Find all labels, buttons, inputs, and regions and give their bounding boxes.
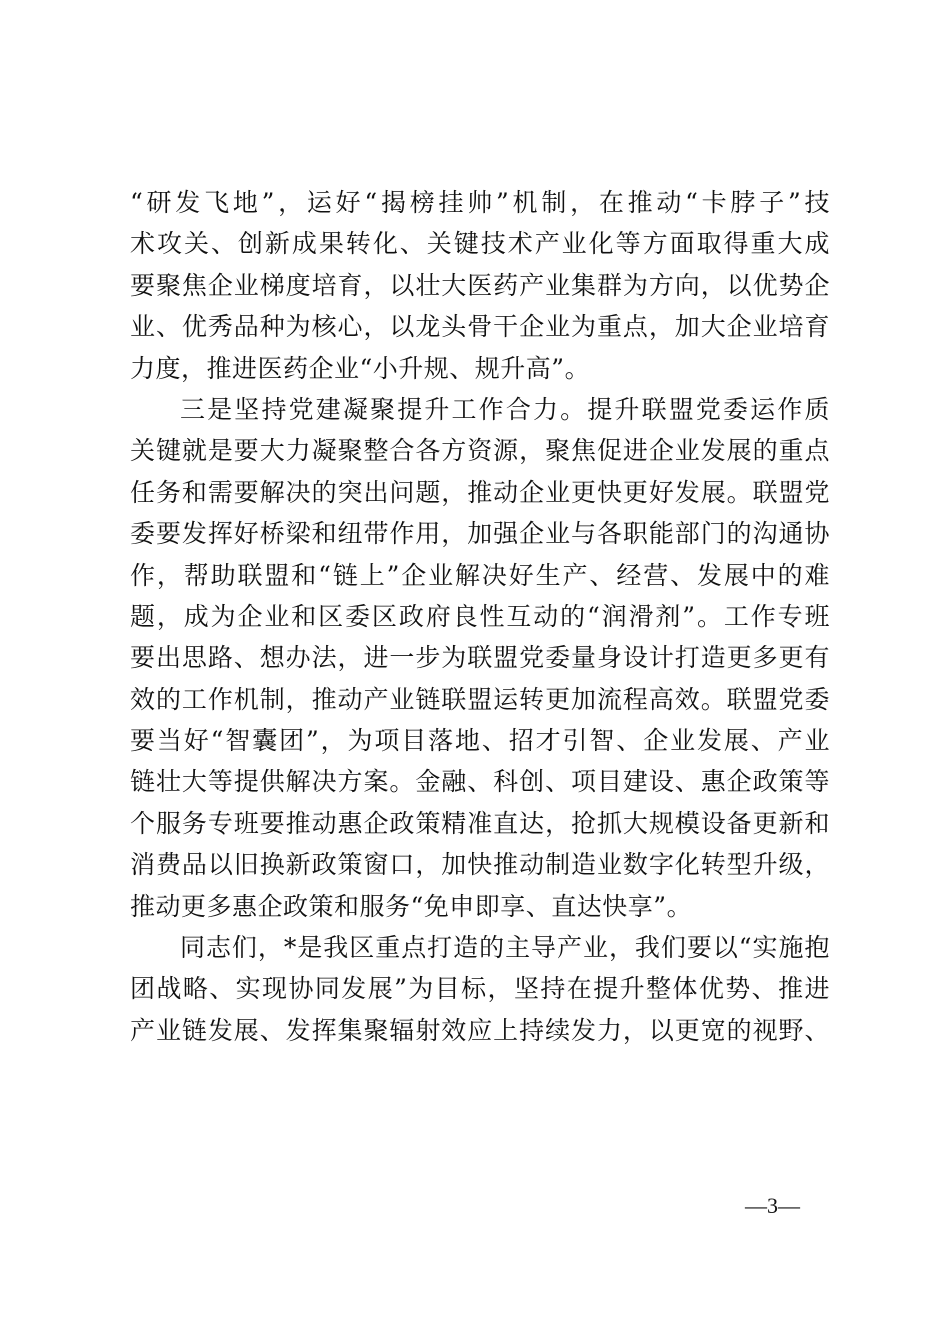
text-line: 力度，推进医药企业“小升规、规升高”。 (130, 353, 591, 383)
body-text (130, 182, 830, 1051)
text-line: 要聚焦企业梯度培育，以壮大医药产业集群为方向，以优势企 (130, 270, 830, 300)
text-line: 三是坚持党建凝聚提升工作合力。提升联盟党委运作质 (180, 394, 830, 424)
text-line: 关键就是要大力凝聚整合各方资源，聚焦促进企业发展的重点 (130, 436, 830, 466)
text-line: 同志们，*是我区重点打造的主导产业，我们要以“实施抱 (180, 933, 830, 963)
text-line: 要出思路、想办法，进一步为联盟党委量身设计打造更多更有 (130, 643, 830, 673)
text-line: “研发飞地”，运好“揭榜挂帅”机制，在推动“卡脖子”技 (130, 188, 830, 217)
page-number: —3— (745, 1193, 800, 1218)
text-line: 委要发挥好桥梁和纽带作用，加强企业与各职能部门的沟通协 (130, 519, 830, 549)
text-line: 个服务专班要推动惠企政策精准直达，抢抓大规模设备更新和 (130, 808, 830, 838)
text-line: 链壮大等提供解决方案。金融、科创、项目建设、惠企政策等 (130, 767, 830, 797)
text-line: 术攻关、创新成果转化、关键技术产业化等方面取得重大成 (130, 229, 830, 259)
text-line: 业、优秀品种为核心，以龙头骨干企业为重点，加大企业培育 (130, 312, 830, 342)
text-line: 作，帮助联盟和“链上”企业解决好生产、经营、发展中的难 (130, 560, 830, 590)
text-line: 要当好“智囊团”，为项目落地、招才引智、企业发展、产业 (130, 726, 830, 756)
text-line: 题，成为企业和区委区政府良性互动的“润滑剂”。工作专班 (130, 601, 830, 631)
text-line: 任务和需要解决的突出问题，推动企业更快更好发展。联盟党 (130, 477, 830, 507)
text-line: 推动更多惠企政策和服务“免申即享、直达快享”。 (130, 891, 693, 921)
text-line: 消费品以旧换新政策窗口，加快推动制造业数字化转型升级， (130, 850, 830, 880)
text-line: 产业链发展、发挥集聚辐射效应上持续发力，以更宽的视野、 (130, 1015, 830, 1045)
text-line: 团战略、实现协同发展”为目标，坚持在提升整体优势、推进 (130, 974, 830, 1004)
text-line: 效的工作机制，推动产业链联盟运转更加流程高效。联盟党委 (130, 684, 830, 714)
